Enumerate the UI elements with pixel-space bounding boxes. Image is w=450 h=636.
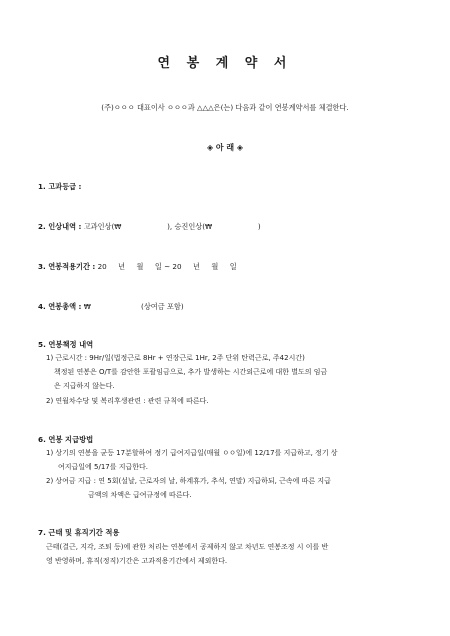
section7-line: 근태(결근, 지각, 조퇴 등)에 관한 처리는 연봉에서 공제하지 않고 차년도 연봉조정 시 이를 반 xyxy=(46,543,329,551)
item-period xyxy=(38,262,237,272)
subheading: ◈ 아 래 ◈ xyxy=(206,143,244,152)
item-period-value: 20 년 월 일 ~ 20 년 월 일 xyxy=(97,262,237,271)
section6-line: 2) 상여금 지급 : 연 5회(설날, 근로자의 날, 하계휴가, 추석, 연말) 지급하되, 근속에 따른 지급 xyxy=(46,477,331,485)
section5-line: 은 지급하지 않는다. xyxy=(54,382,115,390)
item-total-value: ₩ (상여금 포함) xyxy=(83,302,184,311)
section5-heading: 5. 연봉책정 내역 xyxy=(38,340,94,349)
section6-line: 1) 상기의 연봉을 균등 17분할하여 정기 급여지급일(매월 ㅇㅇ일)에 12/17를 지급하고, 정기 상 xyxy=(46,449,338,457)
section6-heading: 6. 연봉 지급방법 xyxy=(38,435,94,444)
item-period-label: 3. 연봉적용기간 : xyxy=(38,262,96,271)
section7-heading: 7. 근태 및 휴직기간 적용 xyxy=(38,528,120,537)
item-raise-value: 고과인상(₩ ), 승진인상(₩ ) xyxy=(83,222,261,231)
item-grade xyxy=(38,182,81,192)
section6-line: 여지급일에 5/17를 지급한다. xyxy=(58,463,149,471)
intro-sentence: (주)ㅇㅇㅇ 대표이사 ㅇㅇㅇ과 △△△은(는) 다음과 같이 연봉계약서를 체결한다. xyxy=(101,103,349,112)
section5-line: 1) 근로시간 : 9Hr/일(법정근로 8Hr + 연장근로 1Hr, 2주 단위 탄력근로, 주42시간) xyxy=(46,354,305,362)
section5-line: 2) 연월차수당 및 복리후생관련 : 관련 규칙에 따른다. xyxy=(46,397,209,405)
item-raise xyxy=(38,222,261,232)
item-raise-label: 2. 인상내역 : xyxy=(38,222,82,231)
section7-line: 영 반영하며, 휴직(정직)기간은 고과적용기간에서 제외한다. xyxy=(46,557,228,565)
section6-line: 금액의 차액은 급여규정에 따른다. xyxy=(88,491,192,499)
item-total xyxy=(38,302,184,312)
document-title: 연 봉 계 약 서 xyxy=(157,56,293,71)
item-grade-label: 1. 고과등급 : xyxy=(38,182,82,191)
section5-line: 책정된 연봉은 O/T를 감안한 포괄임금으로, 추가 발생하는 시간외근로에 대한 별도의 임금 xyxy=(54,368,328,376)
item-total-label: 4. 연봉총액 : xyxy=(38,302,82,311)
